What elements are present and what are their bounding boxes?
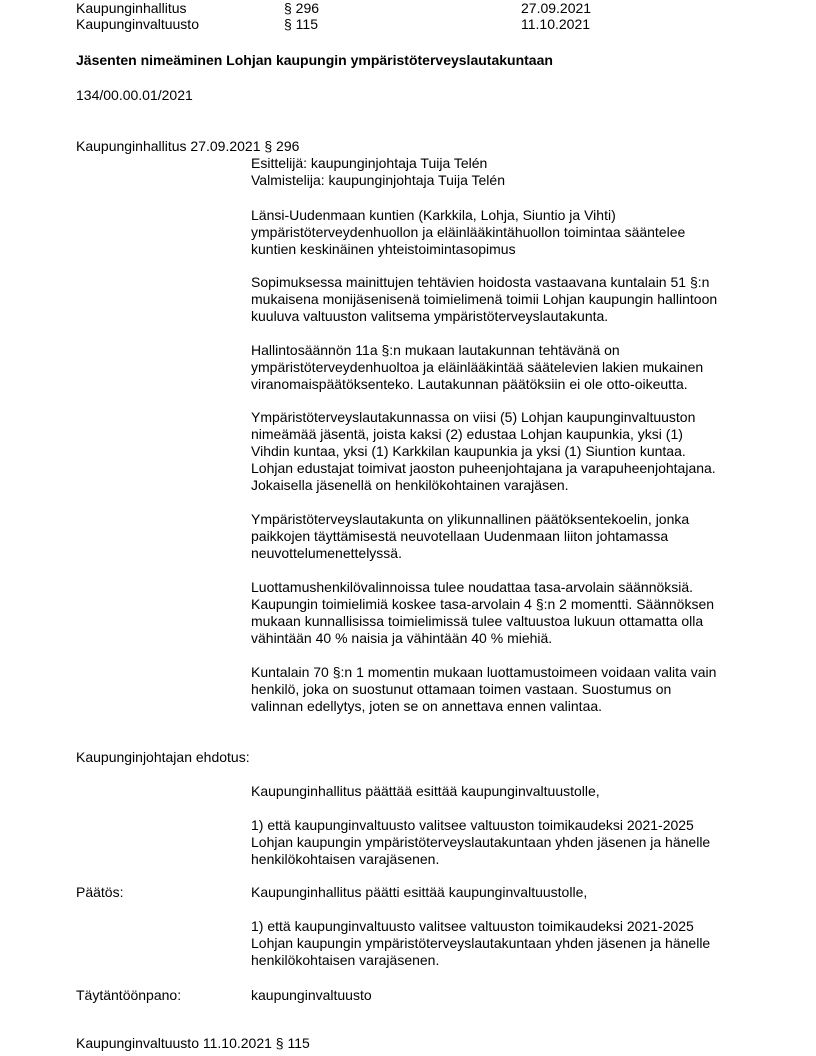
next-meeting-heading: Kaupunginvaltuusto 11.10.2021 § 115 — [76, 1035, 310, 1051]
decision-label: Päätös: — [76, 884, 124, 900]
body-paragraph-4 — [251, 409, 771, 494]
paragraph-line: Luottamushenkilövalinnoissa tulee noudattaa tasa-arvolain säännöksiä. — [251, 579, 694, 595]
header-organ-1: Kaupunginhallitus — [76, 0, 187, 16]
paragraph-line: Vihdin kuntaa, yksi (1) Karkkilan kaupunkia ja yksi (1) Siuntion kuntaa. — [251, 443, 686, 459]
decision-intro: Kaupunginhallitus päätti esittää kaupunginvaltuustolle, — [251, 884, 588, 900]
paragraph-line: valinnan edellytys, joten se on annettava ennen valintaa. — [251, 698, 603, 714]
body-paragraph-5 — [251, 511, 771, 562]
paragraph-line: Ympäristöterveyslautakunnassa on viisi (5) Lohjan kaupunginvaltuuston — [251, 409, 696, 425]
proposal-label: Kaupunginjohtajan ehdotus: — [76, 749, 250, 765]
meeting-heading: Kaupunginhallitus 27.09.2021 § 296 — [76, 138, 300, 154]
body-paragraph-6 — [251, 579, 771, 647]
execution-value: kaupunginvaltuusto — [251, 987, 372, 1003]
document-title: Jäsenten nimeäminen Lohjan kaupungin ympäristöterveyslautakuntaan — [76, 52, 553, 68]
paragraph-line: kuuluva valtuuston valitsema ympäristöterveyslautakunta. — [251, 308, 609, 324]
paragraph-line: 1) että kaupunginvaltuusto valitsee valtuuston toimikaudeksi 2021-2025 — [251, 918, 694, 934]
paragraph-line: mukaisena monijäsenisenä toimielimenä toimii Lohjan kaupungin hallintoon — [251, 291, 718, 307]
paragraph-line: Kaupungin toimielimiä koskee tasa-arvolain 4 §:n 2 momentti. Säännöksen — [251, 596, 715, 612]
header-section-2: § 115 — [284, 16, 318, 32]
proposal-intro: Kaupunginhallitus päättää esittää kaupunginvaltuustolle, — [251, 783, 600, 799]
execution-label: Täytäntöönpano: — [76, 987, 182, 1003]
header-organ-2: Kaupunginvaltuusto — [76, 16, 199, 32]
body-paragraph-7 — [251, 664, 771, 715]
paragraph-line: paikkojen täyttämisestä neuvotellaan Uudenmaan liiton johtamassa — [251, 528, 669, 544]
proposal-item — [251, 817, 771, 868]
paragraph-line: henkilökohtaisen varajäsenen. — [251, 851, 440, 867]
paragraph-line: viranomaispäätöksenteko. Lautakunnan päätöksiin ei ole otto-oikeutta. — [251, 376, 688, 392]
body-paragraph-1 — [251, 207, 771, 258]
paragraph-line: neuvottelumenettelyssä. — [251, 545, 402, 561]
header-section-1: § 296 — [284, 0, 320, 16]
record-number: 134/00.00.01/2021 — [76, 87, 193, 103]
paragraph-line: Hallintosäännön 11a §:n mukaan lautakunnan tehtävänä on — [251, 342, 620, 358]
paragraph-line: Sopimuksessa mainittujen tehtävien hoidosta vastaavana kuntalain 51 §:n — [251, 274, 710, 290]
paragraph-line: vähintään 40 % naisia ja vähintään 40 % miehiä. — [251, 630, 553, 646]
paragraph-line: Lohjan kaupungin ympäristöterveyslautakuntaan yhden jäsenen ja hänelle — [251, 834, 711, 850]
paragraph-line: Lohjan kaupungin ympäristöterveyslautakuntaan yhden jäsenen ja hänelle — [251, 935, 711, 951]
paragraph-line: henkilö, joka on suostunut ottamaan toimen vastaan. Suostumus on — [251, 681, 672, 697]
decision-item — [251, 918, 771, 969]
paragraph-line: ympäristöterveydenhuollon ja eläinlääkintähuollon toimintaa sääntelee — [251, 224, 686, 240]
header-date-2: 11.10.2021 — [521, 16, 591, 32]
paragraph-line: Kuntalain 70 §:n 1 momentin mukaan luottamustoimeen voidaan valita vain — [251, 664, 717, 680]
paragraph-line: ympäristöterveydenhuoltoa ja eläinlääkintää säätelevien lakien mukainen — [251, 359, 704, 375]
paragraph-line: henkilökohtaisen varajäsenen. — [251, 952, 440, 968]
paragraph-line: nimeämää jäsentä, joista kaksi (2) edustaa Lohjan kaupunkia, yksi (1) — [251, 426, 683, 442]
paragraph-line: kuntien keskinäinen yhteistoimintasopimus — [251, 241, 516, 257]
body-paragraph-2 — [251, 274, 771, 325]
preparer: Valmistelija: kaupunginjohtaja Tuija Telén — [251, 172, 505, 188]
paragraph-line: Länsi-Uudenmaan kuntien (Karkkila, Lohja, Siuntio ja Vihti) — [251, 207, 616, 223]
paragraph-line: 1) että kaupunginvaltuusto valitsee valtuuston toimikaudeksi 2021-2025 — [251, 817, 694, 833]
paragraph-line: Ympäristöterveyslautakunta on ylikunnallinen päätöksentekoelin, jonka — [251, 511, 690, 527]
header-date-1: 27.09.2021 — [521, 0, 592, 16]
body-paragraph-3 — [251, 342, 771, 393]
presenter: Esittelijä: kaupunginjohtaja Tuija Telén — [251, 155, 488, 171]
paragraph-line: Jokaisella jäsenellä on henkilökohtainen varajäsen. — [251, 477, 569, 493]
paragraph-line: mukaan kunnallisissa toimielimissä tulee valtuustoa lukuun ottamatta olla — [251, 613, 704, 629]
paragraph-line: Lohjan edustajat toimivat jaoston puheenjohtajana ja varapuheenjohtajana. — [251, 460, 716, 476]
